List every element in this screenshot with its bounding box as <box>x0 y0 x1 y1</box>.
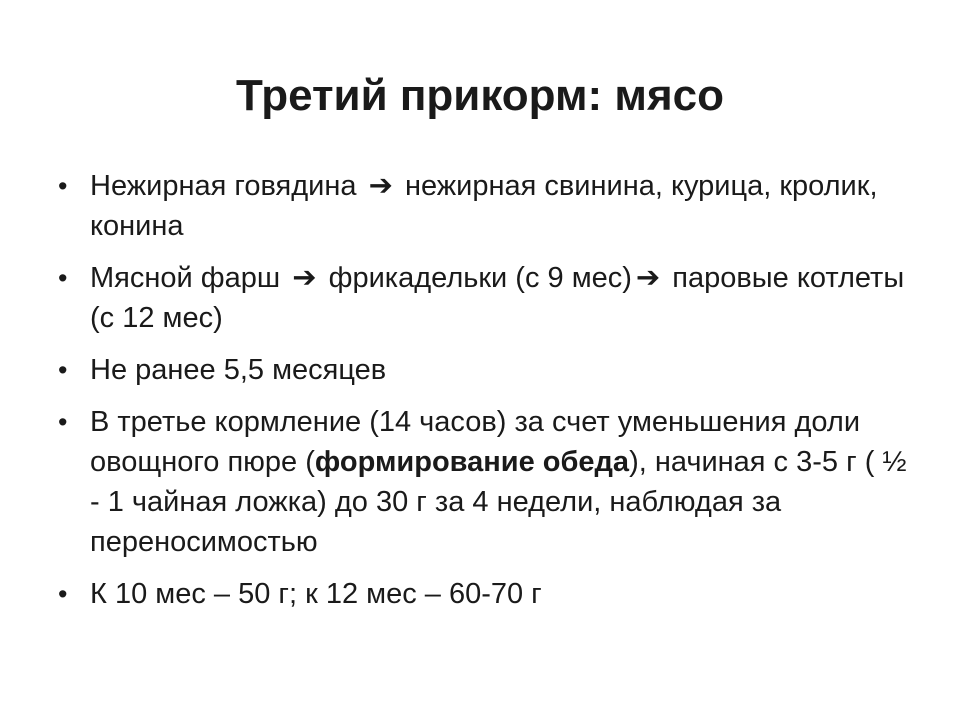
list-item <box>58 350 918 390</box>
arrow-right-icon: ➔ <box>292 262 317 294</box>
item-text: фрикадельки (с 9 мес) <box>328 262 632 294</box>
item-text: нежирная свинина, курица, кролик, конина <box>90 170 878 242</box>
list-item <box>58 402 918 562</box>
list-item <box>58 166 918 246</box>
bullet-icon: • <box>58 579 68 609</box>
slide-title: Третий прикорм: мясо <box>236 71 724 120</box>
item-text: Нежирная говядина <box>90 170 357 202</box>
bullet-icon: • <box>58 355 68 385</box>
item-text: Не ранее 5,5 месяцев <box>90 354 387 386</box>
bullet-icon: • <box>58 407 68 437</box>
bullet-icon: • <box>58 171 68 201</box>
bullet-list <box>58 166 918 626</box>
list-item <box>58 574 918 614</box>
emphasis-text: формирование обеда <box>314 446 630 478</box>
item-text: Мясной фарш <box>90 262 281 294</box>
bullet-icon: • <box>58 263 68 293</box>
item-text: В третье кормление (14 часов) за счет уменьшения доли овощного пюре ( <box>90 406 861 478</box>
arrow-right-icon: ➔ <box>635 262 661 294</box>
item-text: К 10 мес – 50 г; к 12 мес – 60-70 г <box>90 578 542 610</box>
item-text: ), начиная с 3-5 г ( ½ - 1 чайная ложка) до 30 г за 4 недели, наблюдая за переносимостью <box>90 446 907 558</box>
arrow-right-icon: ➔ <box>368 170 393 202</box>
list-item <box>58 258 918 338</box>
item-text: паровые котлеты (с 12 мес) <box>90 262 905 334</box>
